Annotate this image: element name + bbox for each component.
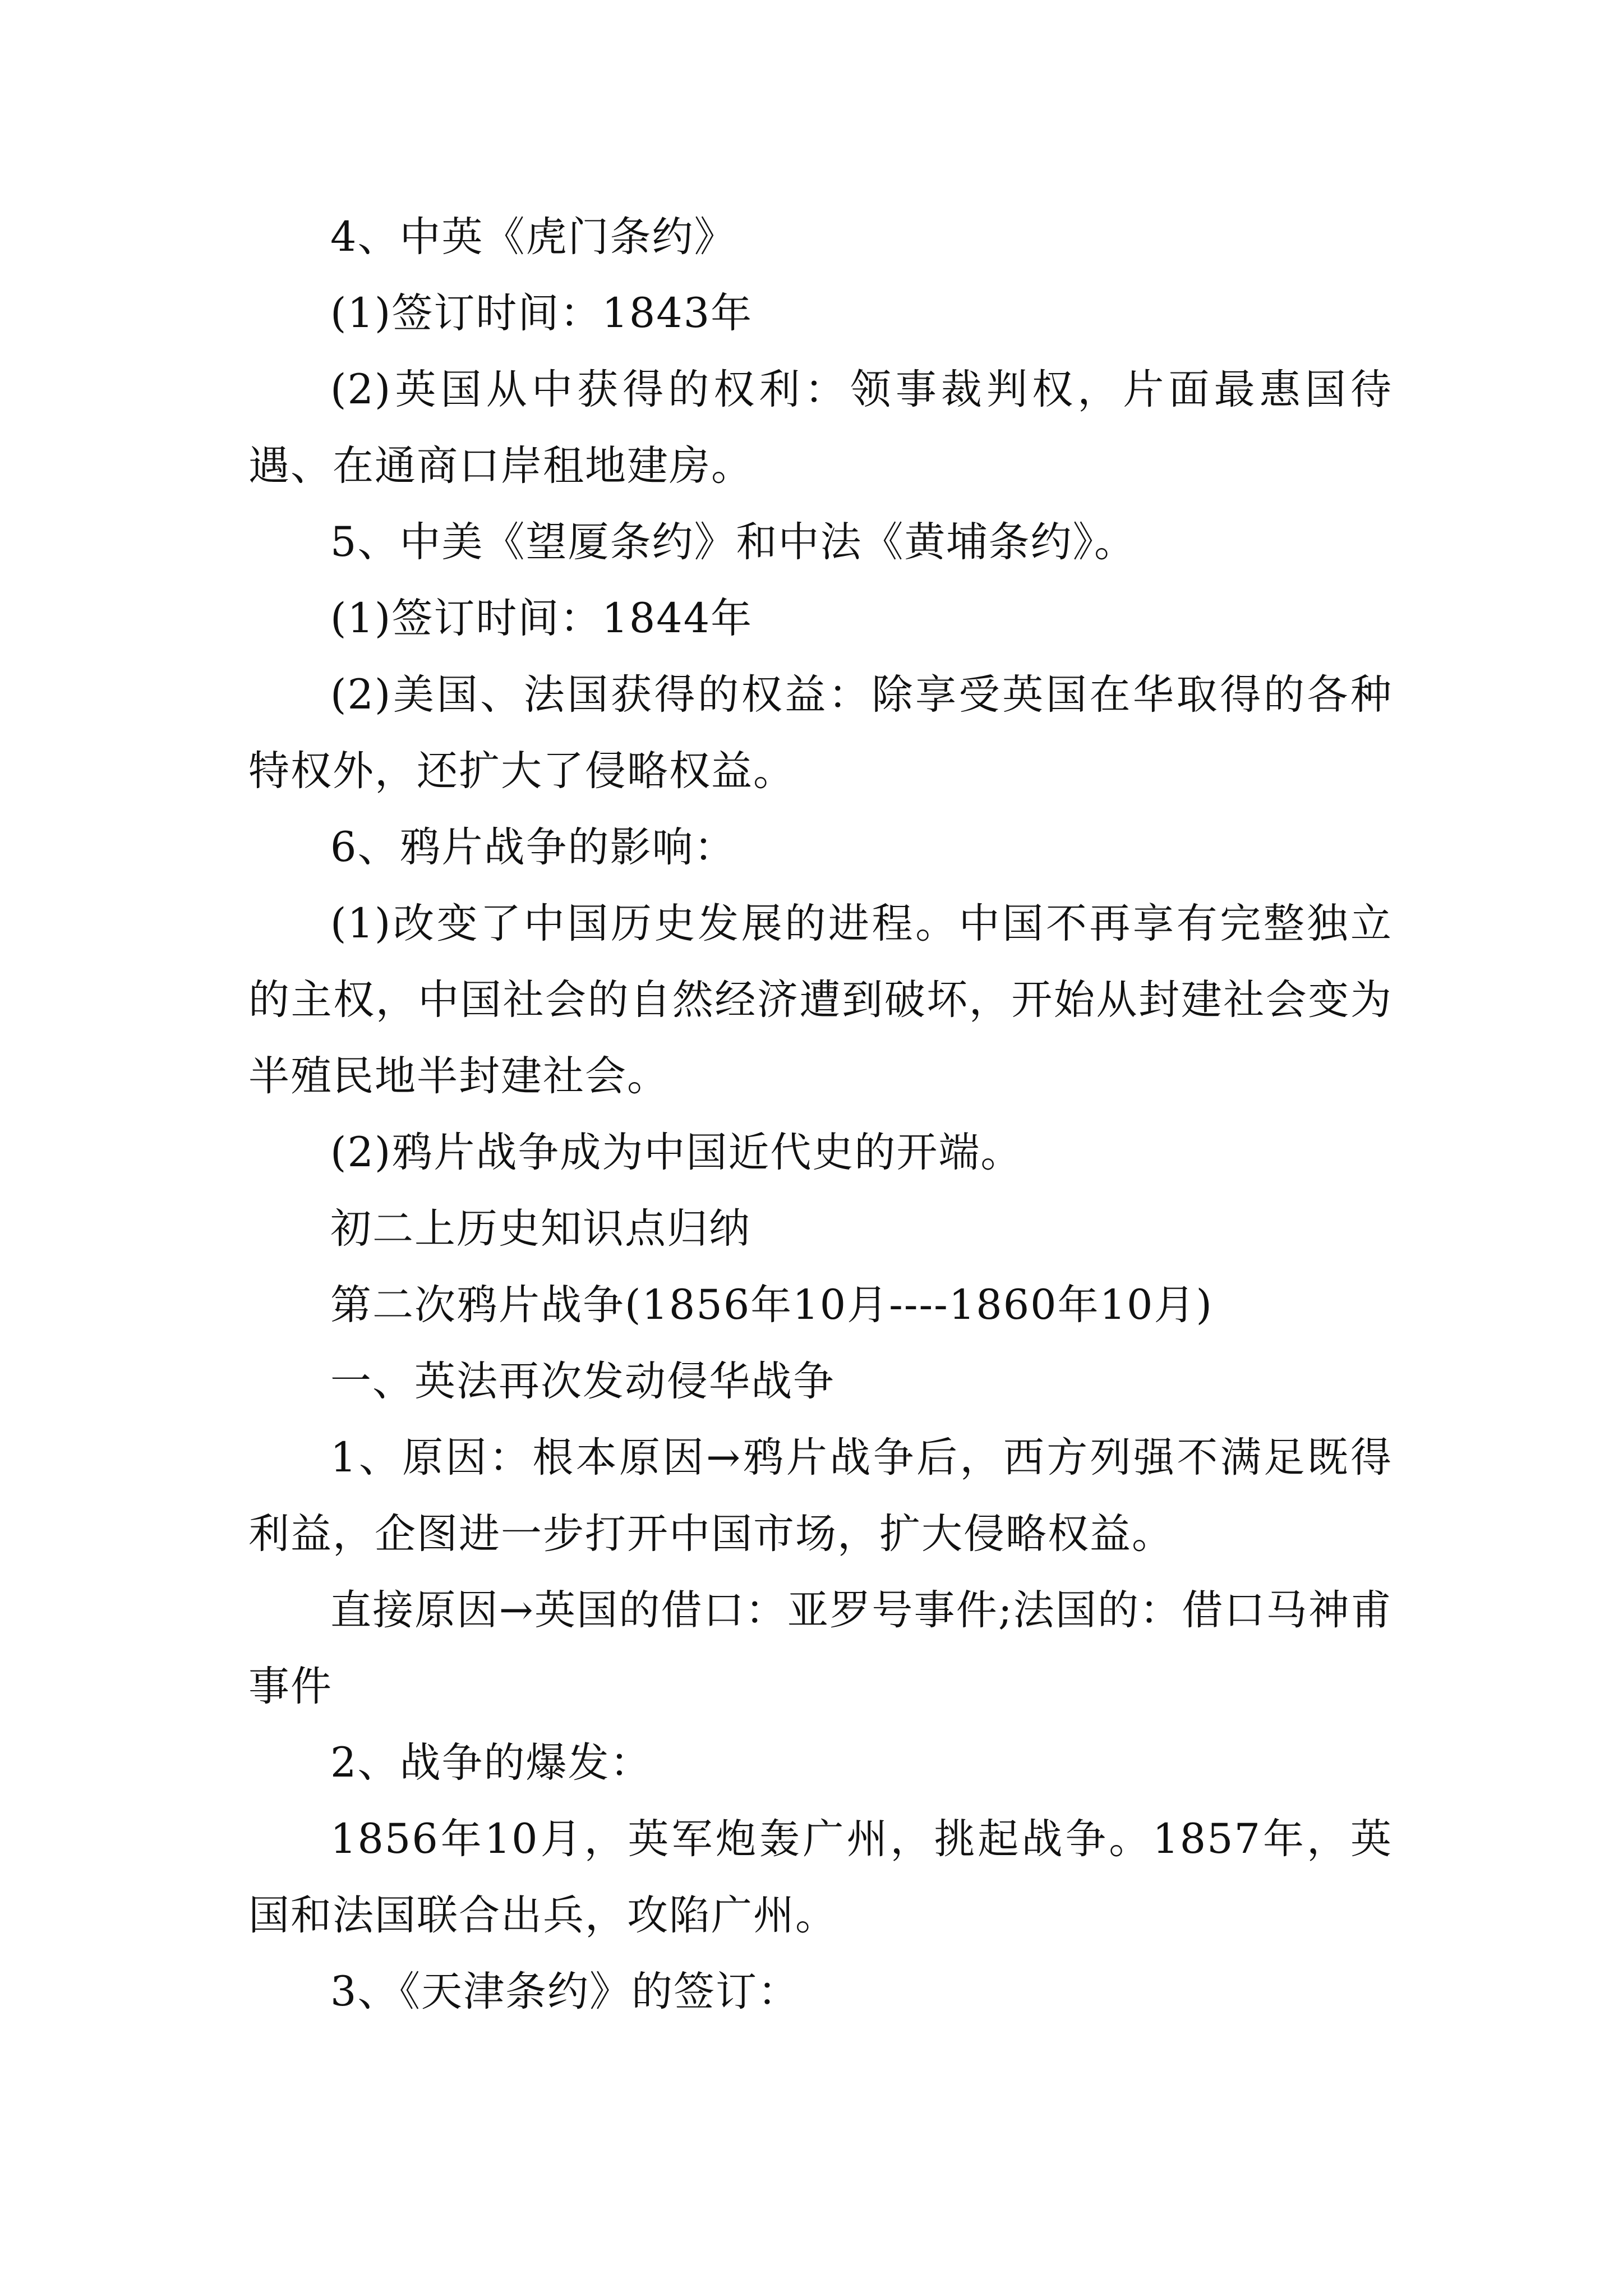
paragraph: (2)英国从中获得的权利：领事裁判权，片面最惠国待遇、在通商口岸租地建房。 [248,366,1393,490]
paragraph: 3、《天津条约》的签订： [330,1968,800,2016]
section-heading: 一、英法再次发动侵华战争 [330,1358,835,1405]
paragraph: 2、战争的爆发： [330,1739,652,1787]
paragraph: 5、中美《望厦条约》和中法《黄埔条约》。 [330,518,1136,566]
paragraph: 4、中英《虎门条约》 [330,213,736,261]
paragraph: 1、原因：根本原因→鸦片战争后，西方列强不满足既得利益，企图进一步打开中国市场，扩大侵略权益。 [248,1434,1393,1558]
paragraph: 直接原因→英国的借口：亚罗号事件;法国的：借口马神甫事件 [248,1586,1393,1710]
section-heading: 初二上历史知识点归纳 [330,1205,751,1253]
document-body [248,199,1393,2030]
paragraph: 6、鸦片战争的影响： [330,823,736,871]
paragraph: (1)改变了中国历史发展的进程。中国不再享有完整独立的主权，中国社会的自然经济遭到破坏，开始从封建社会变为半殖民地半封建社会。 [248,900,1393,1100]
paragraph: (1)签订时间：1843年 [330,289,753,337]
section-heading: 第二次鸦片战争(1856年10月----1860年10月) [330,1281,1213,1329]
paragraph: (1)签订时间：1844年 [330,595,753,642]
paragraph: 1856年10月，英军炮轰广州，挑起战争。1857年，英国和法国联合出兵，攻陷广州。 [248,1815,1393,1939]
paragraph: (2)鸦片战争成为中国近代史的开端。 [330,1129,1023,1176]
paragraph: (2)美国、法国获得的权益：除享受英国在华取得的各种特权外，还扩大了侵略权益。 [248,671,1393,795]
